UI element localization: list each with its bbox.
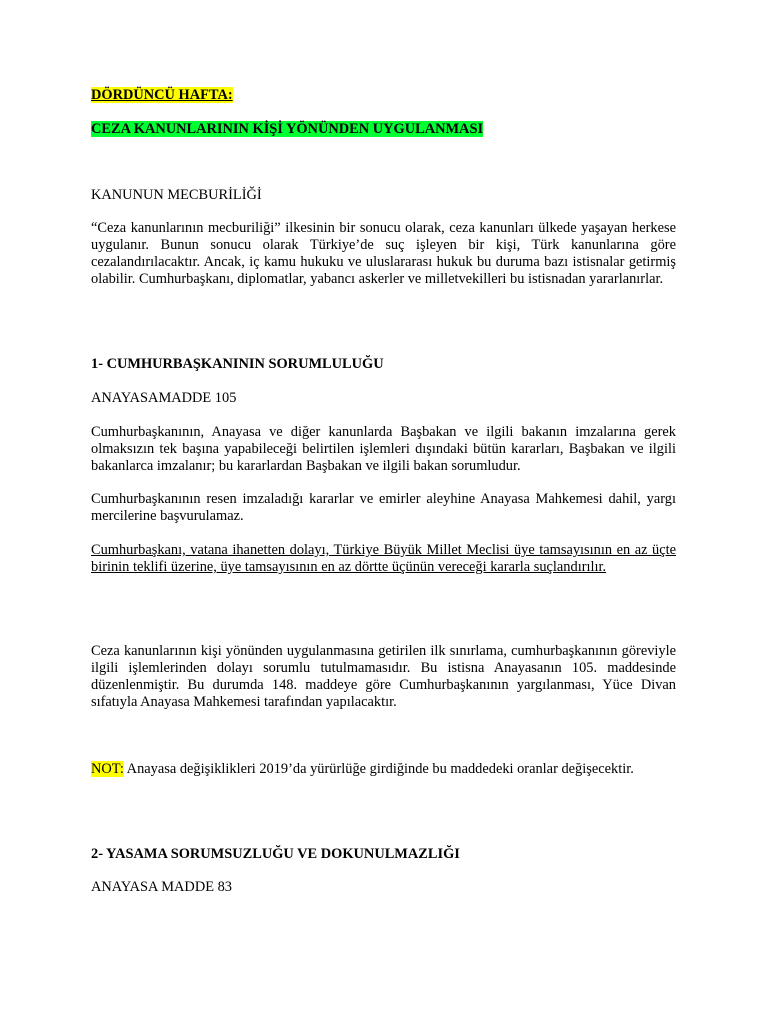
section-1-paragraph-3: Cumhurbaşkanı, vatana ihanetten dolayı, Türkiye Büyük Millet Meclisi üye tamsayısının en az üçte birinin teklifi üzerine, üye tamsayısının en az dörtte üçünün vereceği kararla suçlandırılır. — [91, 542, 676, 575]
note-text: Anayasa değişiklikleri 2019’da yürürlüğe girdiğinde bu maddedeki oranlar değişecektir. — [126, 761, 634, 777]
section-mecburilik-paragraph: “Ceza kanunlarının mecburiliği” ilkesinin bir sonucu olarak, ceza kanunları ülkede yaşayan herkese uygulanır. Bunun sonucu olarak Türkiye’de suç işleyen bir kişi, Türk kanunlarına göre cezalandırılacaktır. Ancak, iç kamu hukuku ve uluslararası hukuk bu duruma bazı istisnalar getirmiş olabilir. Cumhurbaşkanı, diplomatlar, yabancı askerler ve milletvekilleri bu istisnadan yararlanırlar. — [91, 220, 676, 287]
note-paragraph — [91, 761, 676, 778]
section-1-article-ref: ANAYASAMADDE 105 — [91, 390, 237, 406]
section-mecburilik-title: KANUNUN MECBURİLİĞİ — [91, 187, 262, 203]
section-1-paragraph-1: Cumhurbaşkanının, Anayasa ve diğer kanunlarda Başbakan ve ilgili bakanın imzalarına gerek olmaksızın tek başına yapabileceği belirtilen işlemleri dışındaki bütün kararları, Başbakan ve ilgili bakanlarca imzalanır; bu kararlardan Başbakan ve ilgili bakan sorumludur. — [91, 424, 676, 474]
section-1-paragraph-4: Ceza kanunlarının kişi yönünden uygulanmasına getirilen ilk sınırlama, cumhurbaşkanının göreviyle ilgili işlemlerinden dolayı sorumlu tutulmamasıdır. Bu istisna Anayasanın 105. maddesinde düzenlenmiştir. Bu durumda 148. maddeye göre Cumhurbaşkanının yargılanması, Yüce Divan sıfatıyla Anayasa Mahkemesi tarafından yapılacaktır. — [91, 643, 676, 710]
week-heading-text: DÖRDÜNCÜ HAFTA: — [91, 87, 233, 103]
section-2-title: 2- YASAMA SORUMSUZLUĞU VE DOKUNULMAZLIĞI — [91, 846, 460, 862]
topic-heading-text: CEZA KANUNLARININ KİŞİ YÖNÜNDEN UYGULANMASI — [91, 121, 484, 137]
section-2-article-ref: ANAYASA MADDE 83 — [91, 879, 232, 895]
topic-heading — [91, 121, 676, 138]
note-label: NOT: — [91, 761, 124, 777]
week-heading — [91, 87, 676, 104]
section-1-paragraph-2: Cumhurbaşkanının resen imzaladığı kararlar ve emirler aleyhine Anayasa Mahkemesi dahil, yargı mercilerine başvurulamaz. — [91, 491, 676, 524]
section-1-title: 1- CUMHURBAŞKANININ SORUMLULUĞU — [91, 356, 384, 372]
